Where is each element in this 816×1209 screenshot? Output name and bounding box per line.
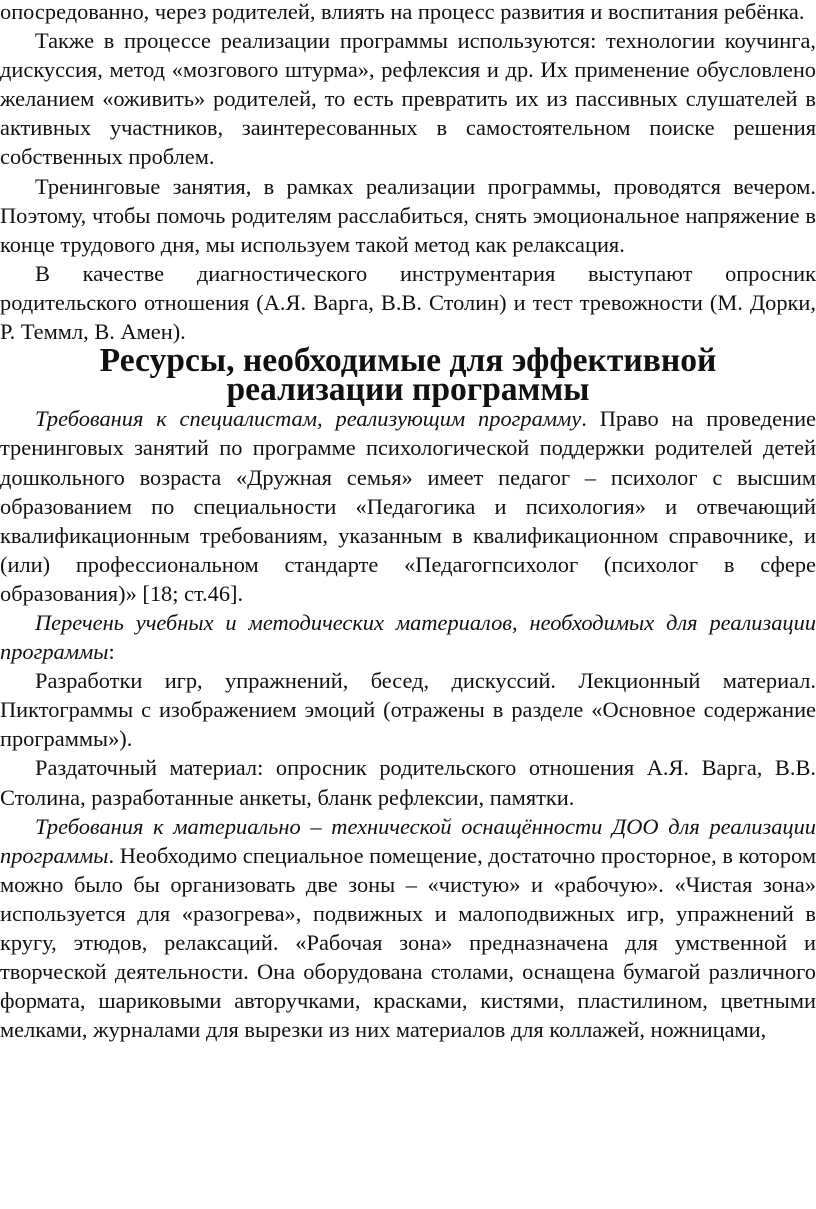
materials-text: : xyxy=(108,639,115,665)
technical-text: . Необходимо специальное помещение, достаточно просторное, в котором можно было бы организовать две зоны – «чистую» и «рабочую». «Чистая зона» используется для «разогрева», подвижных и малоподвижных игр, упражнений в кругу, этюдов, релаксаций. «Рабочая зона» предназначена для умственной и творческой деятельности. Она оборудована столами, оснащена бумагой различного формата, шариковыми авторучками, красками, кистями, пластилином, цветными мелками, журналами для вырезки из них материалов для коллажей, ножницами, xyxy=(0,842,816,1043)
paragraph-continuation: опосредованно, через родителей, влиять на процесс развития и воспитания ребёнка. xyxy=(0,0,805,24)
paragraph-handouts: Раздаточный материал: опросник родительского отношения А.Я. Варга, В.В. Столина, разработанные анкеты, бланк рефлексии, памятки. xyxy=(0,755,816,810)
paragraph-diagnostics: В качестве диагностического инструментария выступают опросник родительского отношения (А.Я. Варга, В.В. Столин) и тест тревожности (М. Дорки, Р. Теммл, В. Амен). xyxy=(0,260,816,345)
paragraph-materials xyxy=(0,608,816,666)
materials-title: Перечень учебных и методических материалов, необходимых для реализации программы xyxy=(0,609,816,665)
section-heading: Ресурсы, необходимые для эффективной реализации программы xyxy=(99,342,717,409)
technical-title: Требования к материально – технической оснащённости ДОО для реализации программы xyxy=(0,813,816,868)
paragraph-technologies: Также в процессе реализации программы используются: технологии коучинга, дискуссия, метод «мозгового штурма», рефлексия и др. Их применение обусловлено желанием «оживить» родителей, то есть превратить их из пассивных слушателей в активных участников, заинтересованных в самостоятельном поиске решения собственных проблем. xyxy=(0,28,816,170)
paragraph-trainings: Тренинговые занятия, в рамках реализации программы, проводятся вечером. Поэтому, чтобы помочь родителям расслабиться, снять эмоциональное напряжение в конце трудового дня, мы используем такой метод как релаксация. xyxy=(0,173,816,257)
paragraph-technical xyxy=(0,812,816,1045)
paragraph-materials-list: Разработки игр, упражнений, бесед, дискуссий. Лекционный материал. Пиктограммы с изображением эмоций (отражены в разделе «Основное содержание программы»). xyxy=(0,668,816,752)
specialists-text: . Право на проведение тренинговых занятий по программе психологической поддержки родителей детей дошкольного возраста «Дружная семья» имеет педагог – психолог с высшим образованием по специальности «Педагогика и психология» и отвечающий квалификационным требованиям, указанным в квалификационном справочнике, и (или) профессиональном стандарте «Педагогпсихолог (психолог в сфере образования)» [18; ст.46]. xyxy=(0,406,816,606)
specialists-title: Требования к специалистам, реализующим программу xyxy=(35,406,582,432)
paragraph-specialists xyxy=(0,404,816,608)
